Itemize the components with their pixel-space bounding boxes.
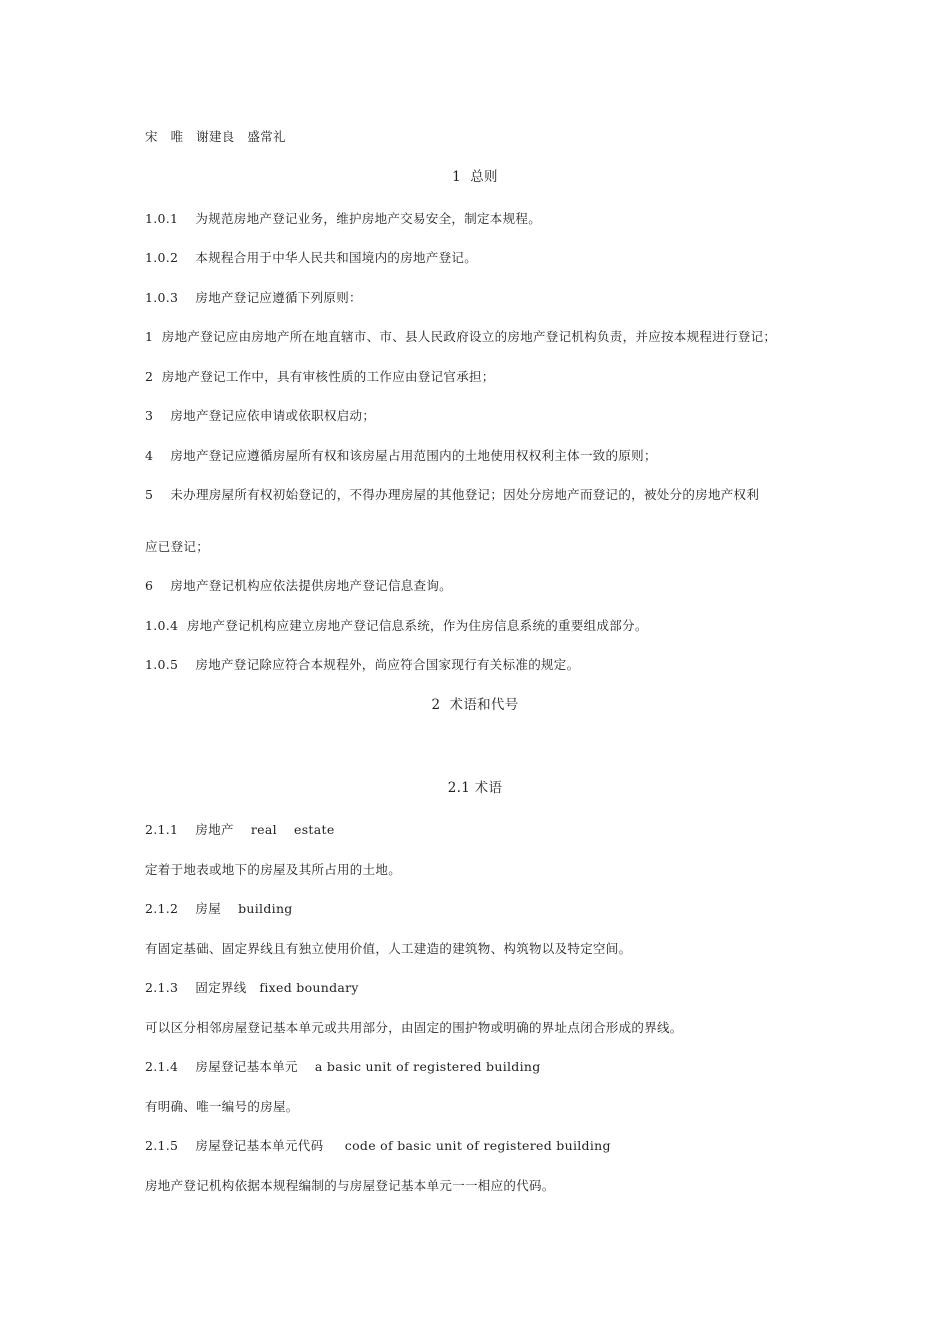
- term-2-1-2: 2.1.2 房屋 building: [145, 901, 293, 916]
- chapter-2-heading: 2 术语和代号: [431, 697, 519, 713]
- term-2-1-2-definition: 有固定基础、固定界线且有独立使用价值，人工建造的建筑物、构筑物以及特定空间。: [145, 941, 632, 956]
- principle-6: 6 房地产登记机构应依法提供房地产登记信息查询。: [145, 578, 452, 593]
- clause-1-0-5: 1.0.5 房地产登记除应符合本规程外，尚应符合国家现行有关标准的规定。: [145, 657, 580, 672]
- authors-line: 宋 唯 谢建良 盛常礼: [145, 129, 286, 144]
- term-2-1-3: 2.1.3 固定界线 fixed boundary: [145, 980, 359, 995]
- term-2-1-5: 2.1.5 房屋登记基本单元代码 code of basic unit of registered building: [145, 1138, 611, 1153]
- term-2-1-1: 2.1.1 房地产 real estate: [145, 822, 335, 837]
- principle-2: 2 房地产登记工作中，具有审核性质的工作应由登记官承担；: [145, 369, 495, 384]
- principle-4: 4 房地产登记应遵循房屋所有权和该房屋占用范围内的土地使用权权利主体一致的原则；: [145, 448, 657, 463]
- principle-3: 3 房地产登记应依申请或依职权启动；: [145, 408, 376, 423]
- term-2-1-4: 2.1.4 房屋登记基本单元 a basic unit of registered building: [145, 1059, 541, 1074]
- term-2-1-5-definition: 房地产登记机构依据本规程编制的与房屋登记基本单元一一相应的代码。: [145, 1178, 555, 1193]
- clause-1-0-4: 1.0.4 房地产登记机构应建立房地产登记信息系统，作为住房信息系统的重要组成部分。: [145, 618, 648, 633]
- chapter-1-heading: 1 总则: [452, 169, 498, 185]
- clause-1-0-1: 1.0.1 为规范房地产登记业务，维护房地产交易安全，制定本规程。: [145, 211, 541, 226]
- principle-5: 5 未办理房屋所有权初始登记的，不得办理房屋的其他登记；因处分房地产而登记的，被处分的房地产权利: [145, 487, 760, 502]
- principle-5-continued: 应已登记；: [145, 539, 210, 554]
- term-2-1-3-definition: 可以区分相邻房屋登记基本单元或共用部分，由固定的围护物或明确的界址点闭合形成的界线。: [145, 1020, 683, 1035]
- clause-1-0-3: 1.0.3 房地产登记应遵循下列原则：: [145, 290, 362, 305]
- section-2-1-heading: 2.1 术语: [447, 780, 503, 796]
- term-2-1-1-definition: 定着于地表或地下的房屋及其所占用的土地。: [145, 862, 402, 877]
- clause-1-0-2: 1.0.2 本规程合用于中华人民共和国境内的房地产登记。: [145, 250, 477, 265]
- principle-1: 1 房地产登记应由房地产所在地直辖市、市、县人民政府设立的房地产登记机构负责，并应按本规程进行登记；: [145, 329, 777, 344]
- term-2-1-4-definition: 有明确、唯一编号的房屋。: [145, 1099, 299, 1114]
